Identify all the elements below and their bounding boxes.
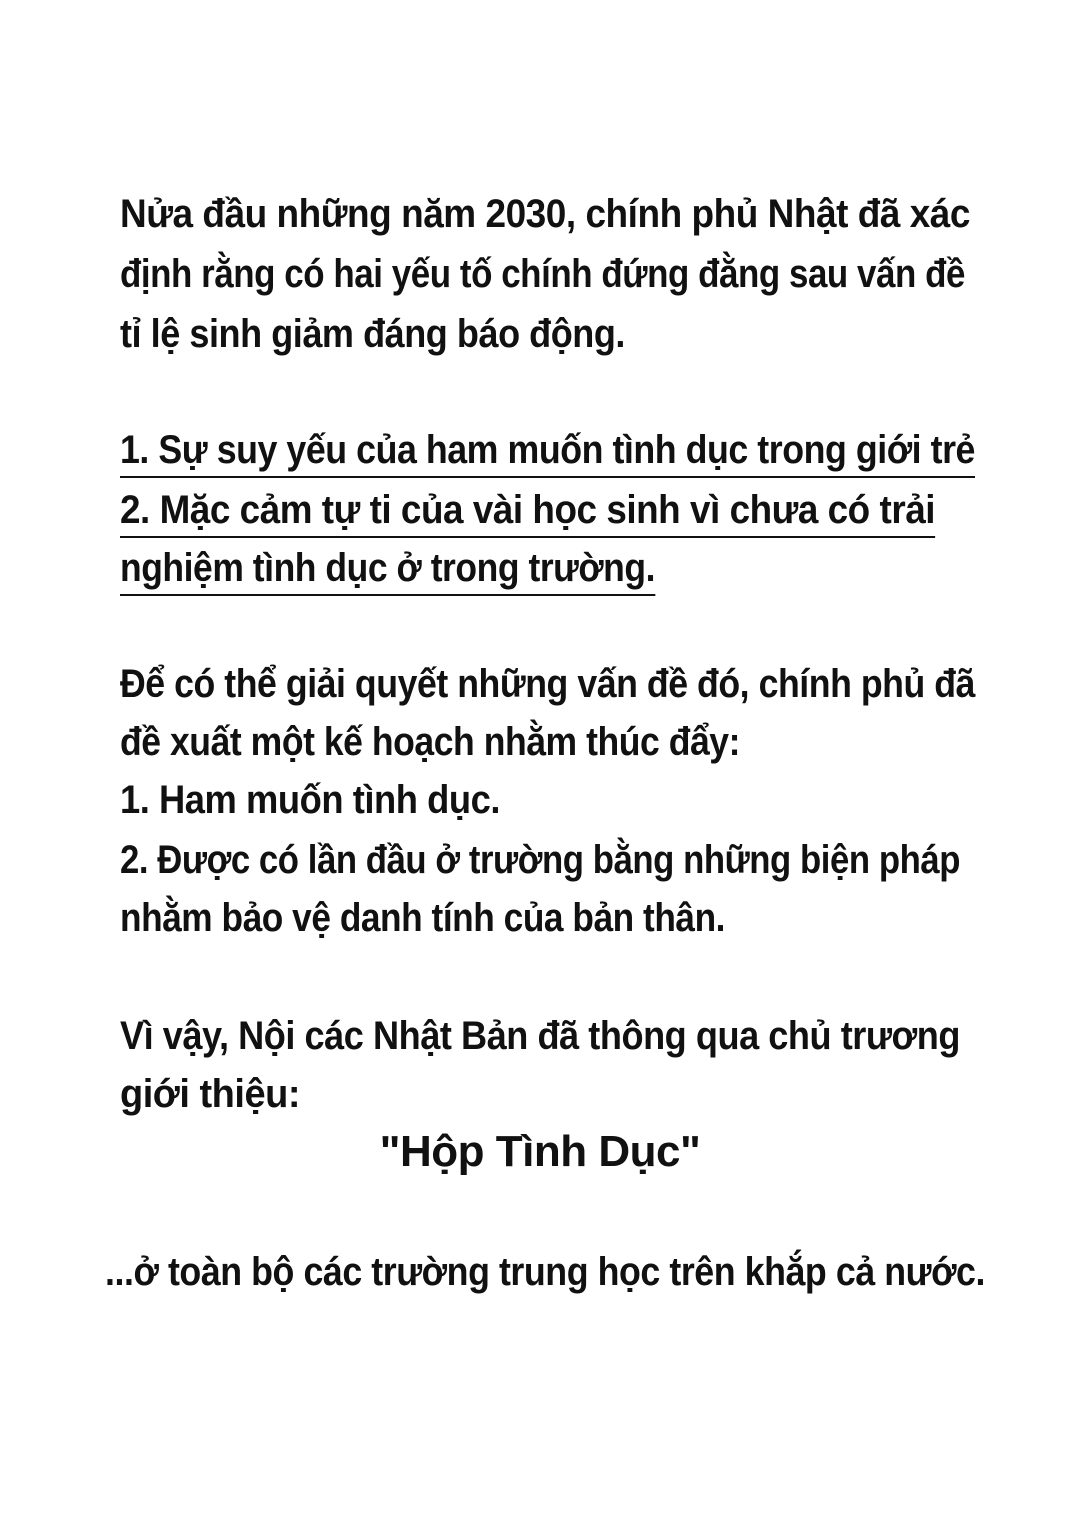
plan-line-2: đề xuất một kế hoạch nhằm thúc đẩy: xyxy=(120,720,740,764)
cabinet-line-1: Vì vậy, Nội các Nhật Bản đã thông qua chủ trương xyxy=(120,1014,960,1058)
plan-line-5: nhằm bảo vệ danh tính của bản thân. xyxy=(120,896,725,940)
plan-line-3: 1. Ham muốn tình dục. xyxy=(120,778,500,822)
plan-line-4: 2. Được có lần đầu ở trường bằng những biện pháp xyxy=(120,838,960,882)
closing-line: ...ở toàn bộ các trường trung học trên khắp cả nước. xyxy=(105,1250,985,1294)
plan-line-1: Để có thể giải quyết những vấn đề đó, chính phủ đã xyxy=(120,662,975,706)
factor-line-1: 1. Sự suy yếu của ham muốn tình dục trong giới trẻ xyxy=(120,426,975,478)
cabinet-line-2: giới thiệu: xyxy=(120,1072,300,1116)
factor-line-3: nghiệm tình dục ở trong trường. xyxy=(120,544,655,596)
intro-line-1: Nửa đầu những năm 2030, chính phủ Nhật đã xác xyxy=(120,192,970,236)
factor-line-2: 2. Mặc cảm tự ti của vài học sinh vì chưa có trải xyxy=(120,486,935,538)
program-title: "Hộp Tình Dục" xyxy=(379,1127,701,1176)
intro-line-2: định rằng có hai yếu tố chính đứng đằng sau vấn đề xyxy=(120,252,965,296)
intro-line-3: tỉ lệ sinh giảm đáng báo động. xyxy=(120,312,625,356)
